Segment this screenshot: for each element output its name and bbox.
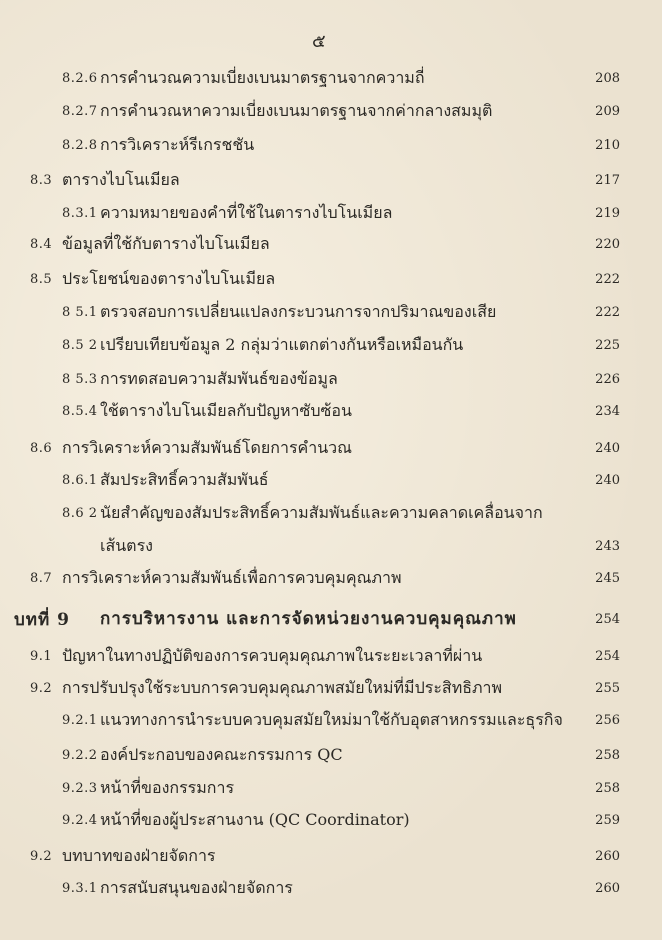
entry-title-continuation: เส้นตรง (100, 536, 153, 555)
entry-page: 258 (595, 781, 620, 796)
toc-entry (0, 133, 662, 159)
entry-number: 9.2.4 (62, 813, 98, 828)
entry-page: 256 (595, 713, 620, 728)
entry-number: 8 5.3 (62, 372, 98, 387)
toc-entry (0, 808, 662, 834)
entry-page: 240 (595, 441, 620, 456)
toc-entry (0, 876, 662, 902)
entry-title: การคำนวณหาความเบี่ยงเบนมาตรฐานจากค่ากลางสมมุติ (100, 101, 493, 120)
entry-page: 219 (595, 206, 620, 221)
entry-title: สัมประสิทธิ์ความสัมพันธ์ (100, 470, 269, 489)
entry-page: 260 (595, 881, 620, 896)
entry-number: 8.2.6 (62, 71, 98, 86)
entry-page: 240 (595, 473, 620, 488)
toc-entry (0, 168, 662, 194)
entry-number: 9.2.1 (62, 713, 98, 728)
page-folio: ๕ (312, 31, 326, 52)
entry-number: 8.2.8 (62, 138, 98, 153)
entry-title: การวิเคราะห์ความสัมพันธ์เพื่อการควบคุมคุณภาพ (62, 568, 402, 587)
entry-page: 210 (595, 138, 620, 153)
toc-entry (0, 743, 662, 769)
entry-title: การปรับปรุงใช้ระบบการควบคุมคุณภาพสมัยใหม่ที่มีประสิทธิภาพ (62, 678, 503, 697)
entry-page: 243 (595, 539, 620, 554)
entry-number: 8.5 2 (62, 338, 98, 353)
toc-entry (0, 676, 662, 702)
toc-entry (0, 436, 662, 462)
entry-number: 8.7 (30, 571, 53, 586)
entry-title: บทบาทของฝ่ายจัดการ (62, 846, 216, 865)
toc-entry (0, 468, 662, 494)
entry-title: เปรียบเทียบข้อมูล 2 กลุ่มว่าแตกต่างกันหรือเหมือนกัน (100, 335, 464, 354)
entry-page: 259 (595, 813, 620, 828)
entry-title: ตรวจสอบการเปลี่ยนแปลงกระบวนการจากปริมาณของเสีย (100, 302, 497, 321)
entry-number: 8.5.4 (62, 404, 98, 419)
entry-number: 8.6.1 (62, 473, 98, 488)
entry-title: ปัญหาในทางปฏิบัติของการควบคุมคุณภาพในระยะเวลาที่ผ่าน (62, 646, 483, 665)
entry-page: 217 (595, 173, 620, 188)
entry-page: 225 (595, 338, 620, 353)
entry-number: 9.2.2 (62, 748, 98, 763)
entry-number: 9.2 (30, 849, 53, 864)
toc-entry (0, 644, 662, 670)
toc-entry (0, 267, 662, 293)
entry-title: องค์ประกอบของคณะกรรมการ QC (100, 745, 343, 764)
entry-page: 260 (595, 849, 620, 864)
toc-entry (0, 367, 662, 393)
toc-entry (0, 300, 662, 326)
entry-number: 8 5.1 (62, 305, 98, 320)
toc-entry (0, 201, 662, 227)
entry-page: 220 (595, 237, 620, 252)
entry-title: หน้าที่ของผู้ประสานงาน (QC Coordinator) (100, 810, 410, 829)
entry-number: 9.1 (30, 649, 53, 664)
entry-number: 9.3.1 (62, 881, 98, 896)
entry-page: 208 (595, 71, 620, 86)
entry-number: 9.2.3 (62, 781, 98, 796)
toc-entry (0, 333, 662, 359)
entry-title: นัยสำคัญของสัมประสิทธิ์ความสัมพันธ์และความคลาดเคลื่อนจาก (100, 503, 543, 522)
entry-title: ตารางไบโนเมียล (62, 170, 180, 189)
entry-title: การสนับสนุนของฝ่ายจัดการ (100, 878, 293, 897)
toc-entry (0, 776, 662, 802)
toc-entry (0, 501, 662, 561)
entry-number: 9.2 (30, 681, 53, 696)
entry-number: 8.2.7 (62, 104, 98, 119)
entry-number: 8.4 (30, 237, 53, 252)
toc-entry (0, 99, 662, 125)
entry-number: 8.6 (30, 441, 53, 456)
entry-number: 8.3 (30, 173, 53, 188)
entry-page: 222 (595, 272, 620, 287)
entry-page: 245 (595, 571, 620, 586)
toc-entry (0, 708, 662, 734)
entry-title: ข้อมูลที่ใช้กับตารางไบโนเมียล (62, 234, 270, 253)
entry-page: 258 (595, 748, 620, 763)
entry-page: 234 (595, 404, 620, 419)
toc-entry (0, 566, 662, 592)
entry-title: ความหมายของคำที่ใช้ในตารางไบโนเมียล (100, 203, 393, 222)
entry-title: หน้าที่ของกรรมการ (100, 778, 235, 797)
entry-number: 8.6 2 (62, 506, 98, 521)
toc-entry (0, 232, 662, 258)
toc-entry (0, 844, 662, 870)
entry-page: 222 (595, 305, 620, 320)
entry-page: 255 (595, 681, 620, 696)
toc-entry (0, 399, 662, 425)
entry-title: ใช้ตารางไบโนเมียลกับปัญหาซับซ้อน (100, 401, 352, 420)
entry-page: 209 (595, 104, 620, 119)
chapter-page: 254 (595, 612, 620, 627)
entry-title: การวิเคราะห์รีเกรชชัน (100, 135, 255, 154)
chapter-label: บทที่ 9 (14, 610, 70, 630)
entry-page: 226 (595, 372, 620, 387)
entry-title: การวิเคราะห์ความสัมพันธ์โดยการคำนวณ (62, 438, 352, 457)
chapter-heading (0, 605, 662, 635)
entry-number: 8.5 (30, 272, 53, 287)
entry-title: แนวทางการนำระบบควบคุมสมัยใหม่มาใช้กับอุตสาหกรรมและธุรกิจ (100, 710, 563, 729)
entry-number: 8.3.1 (62, 206, 98, 221)
chapter-title: การบริหารงาน และการจัดหน่วยงานควบคุมคุณภาพ (100, 609, 517, 629)
entry-title: การคำนวณความเบี่ยงเบนมาตรฐานจากความถี่ (100, 68, 425, 87)
entry-title: ประโยชน์ของตารางไบโนเมียล (62, 269, 276, 288)
entry-title: การทดสอบความสัมพันธ์ของข้อมูล (100, 369, 338, 388)
entry-page: 254 (595, 649, 620, 664)
toc-entry (0, 66, 662, 92)
